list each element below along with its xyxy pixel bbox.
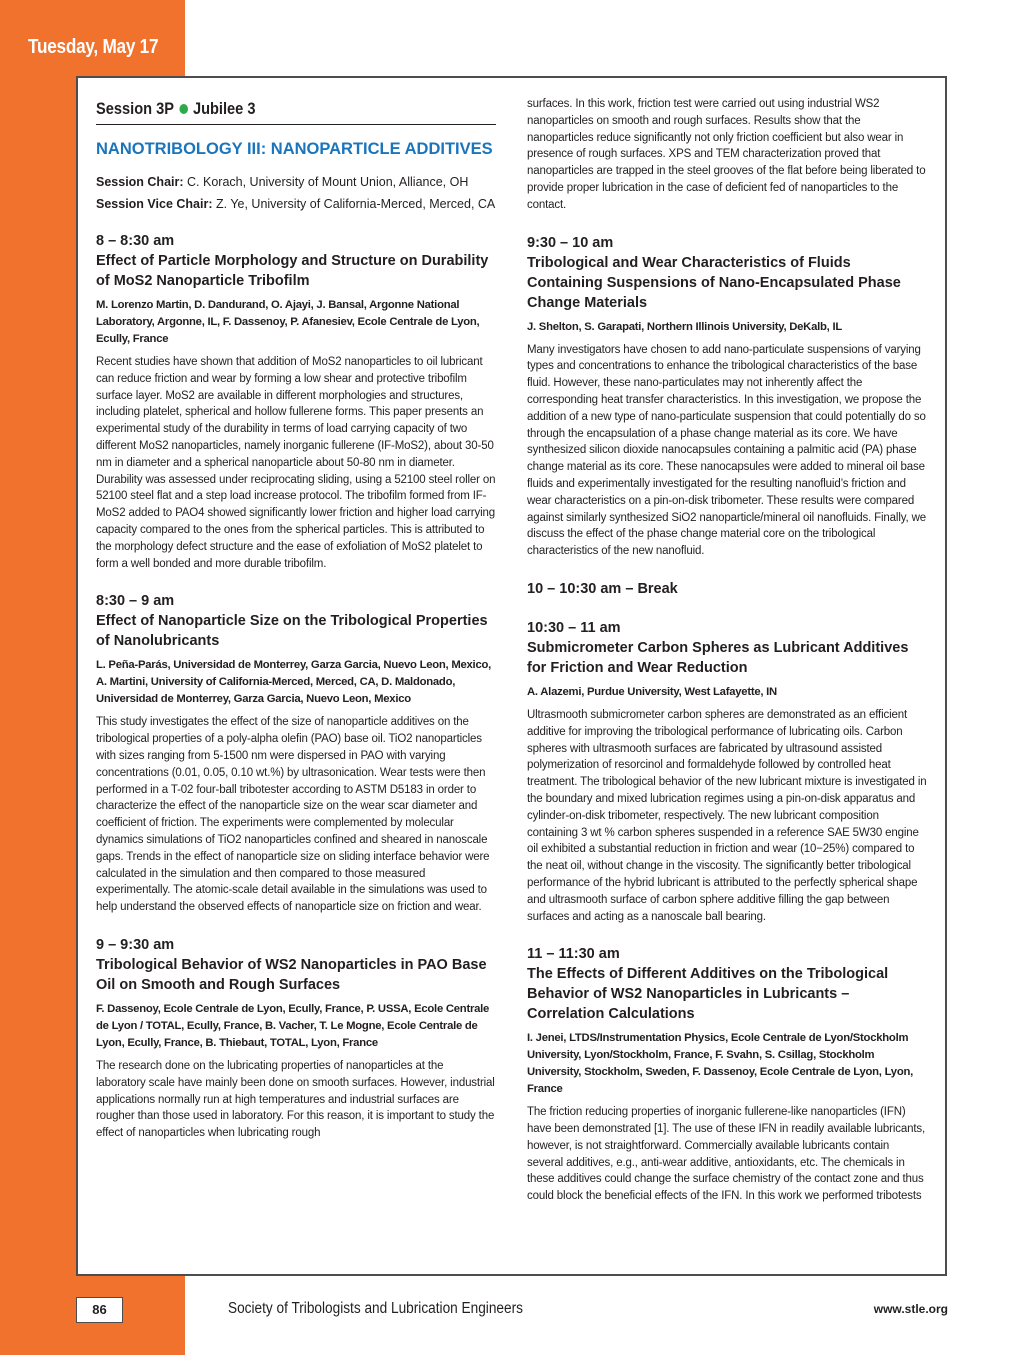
talk-time: 11 – 11:30 am	[527, 946, 620, 963]
talk-6	[527, 945, 927, 1205]
talk-title: Tribological Behavior of WS2 Nanoparticles in PAO Base Oil on Smooth and Rough Surfaces	[96, 956, 487, 993]
right-column	[527, 96, 927, 1205]
talk-time: 8:30 – 9 am	[96, 593, 175, 610]
talk-1	[96, 232, 496, 572]
talk-title: Effect of Nanoparticle Size on the Tribological Properties of Nanolubricants	[96, 613, 488, 650]
session-header	[96, 96, 440, 122]
talk-abstract-continued: surfaces. In this work, friction test were carried out using industrial WS2 nanoparticles on smooth and rough surfaces. Results show that the nanoparticles reduce significantly not only friction coefficient but also wear in presence of rough surfaces. XPS and TEM characterization proved that nanoparticles are trapped in the steel grooves of the flat before being liberated to provide proper lubrication in the case of deficient fed of nanoparticles to the contact.	[527, 98, 926, 211]
talk-abstract: The friction reducing properties of inorganic fullerene-like nanoparticles (IFN) have been demonstrated [1]. The use of these IFN in readily available lubricants, however, is not straightforward. Commercially available lubricants contain several additives, e.g., anti-wear additive, antioxidants, etc. The chemicals in these additives could change the surface chemistry of the contact zone and thus could block the beneficial effects of the IFN. In this work we performed tribotests	[527, 1106, 926, 1203]
session-chair	[96, 174, 496, 190]
talk-abstract: This study investigates the effect of the size of nanoparticle additives on the tribological properties of a poly-alpha olefin (PAO) base oil. TiO2 nanoparticles with sizes ranging from 5-1500 nm were dispersed in PAO with varying concentrations (0.01, 0.05, 0.10 wt.%) by ultrasonication. Wear tests were then performed in a T-02 four-ball tribotester according to ASTM D5183 in order to characterize the effect of the nanoparticle size on the wear scar diameter and coefficient of friction. The experiments were complemented by molecular dynamics simulations of TiO2 nanoparticles confined and sheared in nanoscale gaps. Trends in the effect of nanoparticle size on sliding interface behavior were calculated in the simulation and then compared to those measured experimentally. The atomic-scale detail available in the simulations was used to help understand the observed effects of nanoparticle size on friction and wear.	[96, 716, 490, 914]
talk-abstract: Many investigators have chosen to add nano-particulate suspensions of varying types and concentrations to enhance the tribological characteristics of the base fluid. However, these nano-particulates may not inherently affect the corresponding heat transfer characteristics. In this investigation, we propose the addition of a new type of nano-particulate suspension that could potentially do so through the encapsulation of a phase change material as its core. We have synthesized silicon dioxide nanocapsules containing a palmitic acid (PA) phase change material as its core. These nanocapsules were added to mineral oil base fluids and experimentally investigated for the resulting nanofluid’s friction and wear characteristics on a pin-on-disk tribometer. These results were compared against similarly synthesized SiO2 nanoparticle/mineral oil nanofluids. Finally, we discuss the effect of the phase change material core on the tribological characteristics of the new nanofluid.	[527, 343, 926, 558]
left-column	[96, 96, 496, 1142]
talk-authors: M. Lorenzo Martin, D. Dandurand, O. Ajayi, J. Bansal, Argonne National Laboratory, Argonne, IL, F. Dassenoy, P. Afanesiev, Ecole Centrale de Lyon, Ecully, France	[96, 299, 480, 345]
session-vice-chair	[96, 196, 496, 212]
talk-abstract: The research done on the lubricating properties of nanoparticles at the laboratory scale have mainly been done on smooth surfaces. However, industrial applications normally run at high temperatures and industrial surfaces are rougher than those used in laboratory. For this reason, it is important to study the effect of nanoparticles when lubricating rough	[96, 1059, 495, 1140]
talk-time: 9 – 9:30 am	[96, 936, 175, 953]
talk-authors: F. Dassenoy, Ecole Centrale de Lyon, Ecully, France, P. USSA, Ecole Centrale de Lyon / TOTAL, Ecully, France, B. Vacher, T. Le Mogne, Ecole Centrale de Lyon, Ecully, France, B. Thiebaut, TOTAL, Lyon, France	[96, 1002, 490, 1049]
talk-time: 8 – 8:30 am	[96, 233, 175, 249]
session-chair-label: Session Chair:	[96, 175, 184, 189]
session-divider	[96, 124, 496, 125]
talk-title: Submicrometer Carbon Spheres as Lubricant Additives for Friction and Wear Reduction	[527, 639, 909, 676]
talk-title: Tribological and Wear Characteristics of Fluids Containing Suspensions of Nano-Encapsulated Phase Change Materials	[527, 254, 901, 311]
day-label: Tuesday, May 17	[28, 36, 159, 58]
talk-2	[96, 592, 496, 916]
talk-4	[527, 234, 927, 560]
session-title: NANOTRIBOLOGY III: NANOPARTICLE ADDITIVES	[96, 140, 493, 158]
talk-3	[96, 936, 496, 1142]
footer-url: www.stle.org	[873, 1302, 948, 1316]
bullet-dot-icon	[179, 104, 188, 114]
talk-authors: L. Peña-Parás, Universidad de Monterrey, Garza Garcia, Nuevo Leon, Mexico, A. Martini, University of California-Merced, Merced, CA, D. Maldonado, Universidad de Monterrey, Garza Garcia, Nuevo Leon, Mexico	[96, 659, 492, 706]
break	[527, 580, 927, 599]
session-vice-chair-name: Z. Ye, University of California-Merced, Merced, CA	[215, 197, 496, 211]
session-room: Jubilee 3	[192, 99, 256, 118]
talk-abstract: Ultrasmooth submicrometer carbon spheres are demonstrated as an efficient additive for improving the tribological performance of lubricating oils. Carbon spheres with ultrasmooth surfaces are fabricated by ultrasound assisted polymerization of resorcinol and formaldehyde followed by controlled heat treatment. The tribological behavior of the new lubricant mixture is investigated in the boundary and mixed lubrication regimes using a pin-on-disk apparatus and cylinder-on-disk tribometer, respectively. The new lubricant composition containing 3 wt % carbon spheres suspended in a reference SAE 5W30 engine oil exhibited a substantial reduction in friction and wear (10−25%) compared to the neat oil, without change in the viscosity. The significantly better tribological performance of the hybrid lubricant is attributed to the perfectly spherical shape and ultrasmooth surface of carbon sphere additive filling the gap between surfaces and acting as a nanoscale ball bearing.	[527, 708, 927, 923]
talk-authors: I. Jenei, LTDS/Instrumentation Physics, Ecole Centrale de Lyon/Stockholm University, Lyon/Stockholm, France, F. Svahn, S. Csillag, Stockholm University, Stockholm, Sweden, F. Dassenoy, Ecole Centrale de Lyon, Lyon, France	[527, 1032, 914, 1096]
talk-title: Effect of Particle Morphology and Structure on Durability of MoS2 Nanoparticle Tribofilm	[96, 253, 489, 289]
talk-time: 9:30 – 10 am	[527, 234, 614, 251]
page-number: 86	[76, 1297, 123, 1323]
talk-authors: J. Shelton, S. Garapati, Northern Illinois University, DeKalb, IL	[527, 320, 842, 333]
session-code: Session 3P	[96, 99, 175, 118]
talk-abstract: Recent studies have shown that addition of MoS2 nanoparticles to oil lubricant can reduce friction and wear by forming a low shear and protective tribofilm surface layer. MoS2 are available in different morphologies and structures, including platelet, spherical and hollow fullerene forms. This paper presents an experimental study of the durability in terms of load carrying capacity of two different MoS2 nanoparticles, namely inorganic fullerene (IF-MoS2), about 30-50 nm in diameter and a spherical nanoparticle about 50-80 nm in diameter. Durability was assessed under reciprocating sliding, using a 52100 steel roller on 52100 steel flat and a step load increase protocol. The tribofilm formed from IF-MoS2 added to PAO4 showed significantly lower friction and higher load carrying capacity compared to the ones from the spherical particles. This is attributed to the morphology defect structure and the ease of exfoliation of MoS2 platelet to form a well bonded and more durable tribofilm.	[96, 356, 496, 570]
talk-title: The Effects of Different Additives on the Tribological Behavior of WS2 Nanoparticles in Lubricants – Correlation Calculations	[527, 966, 889, 1023]
footer-organization: Society of Tribologists and Lubrication Engineers	[228, 1300, 523, 1317]
talk-time: 10:30 – 11 am	[527, 619, 621, 636]
talk-5	[527, 619, 927, 925]
session-vice-chair-label: Session Vice Chair:	[96, 197, 213, 211]
talk-authors: A. Alazemi, Purdue University, West Lafayette, IN	[527, 685, 777, 698]
break-time: 10 – 10:30 am – Break	[527, 580, 678, 597]
session-chair-name: C. Korach, University of Mount Union, Alliance, OH	[187, 175, 469, 189]
